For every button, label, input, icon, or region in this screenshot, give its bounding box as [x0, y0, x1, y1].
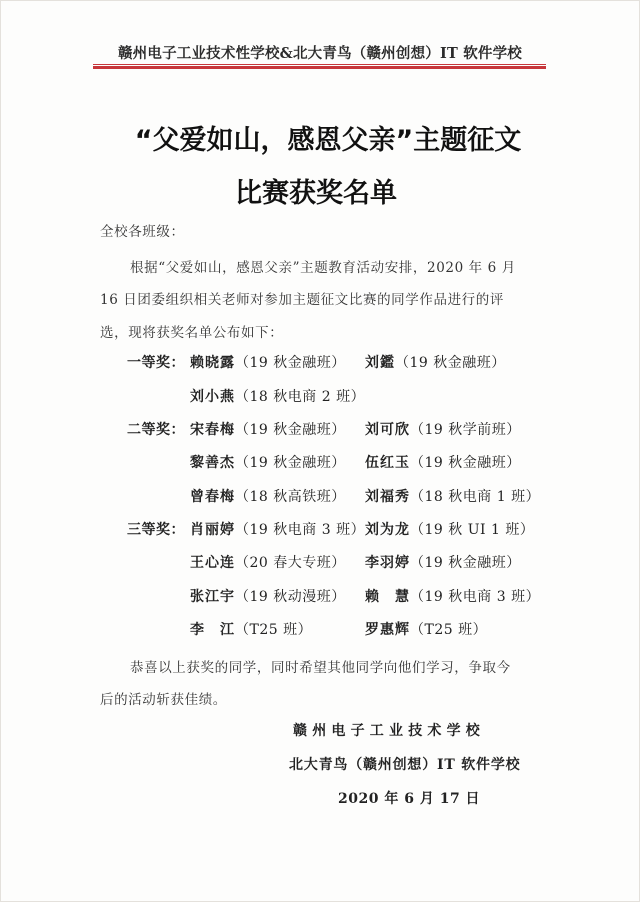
award-row	[0, 619, 640, 643]
winner-class: （18 秋高铁班）	[235, 489, 346, 505]
winner-name: 伍红玉	[365, 455, 410, 471]
winner-class: （T25 班）	[235, 622, 313, 638]
winner-name: 罗惠辉	[365, 622, 410, 638]
award-row	[0, 519, 640, 543]
winner-entry	[190, 552, 346, 572]
closing-line1: 恭喜以上获奖的同学，同时希望其他同学向他们学习，争取今	[130, 660, 511, 676]
winner-class: （19 秋金融班）	[410, 455, 521, 471]
winner-class: （19 秋动漫班）	[235, 589, 346, 605]
signature-org2: 北大青鸟（赣州创想）IT 软件学校	[289, 757, 521, 773]
award-row	[0, 419, 640, 443]
winner-name: 张江宇	[190, 589, 235, 605]
winner-name: 刘为龙	[365, 522, 410, 538]
winner-name: 肖丽婷	[190, 522, 235, 538]
winner-entry	[190, 519, 365, 539]
winner-name: 李羽婷	[365, 555, 410, 571]
document-title-line2: 比赛获奖名单	[235, 178, 397, 209]
award-row	[0, 552, 640, 576]
winner-entry	[190, 486, 346, 506]
signature-org1: 赣州电子工业技术学校	[293, 723, 485, 739]
winner-class: （19 秋金融班）	[410, 555, 521, 571]
winner-class: （18 秋电商 2 班）	[235, 389, 366, 405]
winner-class: （19 秋金融班）	[395, 355, 506, 371]
award-row	[0, 586, 640, 610]
winner-entry	[190, 452, 346, 472]
winner-class: （18 秋电商 1 班）	[410, 489, 541, 505]
winner-class: （19 秋电商 3 班）	[235, 522, 366, 538]
winner-entry	[365, 486, 540, 506]
header-rule-thick	[93, 66, 546, 69]
winner-name: 刘福秀	[365, 489, 410, 505]
body-paragraph-line2: 16 日团委组织相关老师对参加主题征文比赛的同学作品进行的评	[100, 292, 504, 308]
third-prize-label: 三等奖：	[127, 522, 185, 538]
winner-name: 刘可欣	[365, 422, 410, 438]
winner-entry	[365, 619, 487, 639]
winner-name: 宋春梅	[190, 422, 235, 438]
winner-class: （19 秋金融班）	[235, 355, 346, 371]
winner-class: （19 秋 UI 1 班）	[410, 522, 535, 538]
header-rule-thin	[93, 64, 546, 65]
winner-class: （19 秋电商 3 班）	[410, 589, 541, 605]
winner-name: 王心连	[190, 555, 235, 571]
winner-name: 刘鑑	[365, 355, 395, 371]
winner-entry	[365, 586, 540, 606]
winner-name: 曾春梅	[190, 489, 235, 505]
winner-class: （T25 班）	[410, 622, 488, 638]
winner-name: 黎善杰	[190, 455, 235, 471]
document-title-line1: “父爱如山，感恩父亲”主题征文	[134, 125, 522, 156]
winner-class: （19 秋学前班）	[410, 422, 521, 438]
closing-line2: 后的活动斩获佳绩。	[100, 692, 227, 708]
winner-entry	[190, 352, 346, 372]
school-header: 赣州电子工业技术性学校&北大青鸟（赣州创想）IT 软件学校	[117, 45, 522, 62]
winner-name: 赖晓露	[190, 355, 235, 371]
winner-name: 李 江	[190, 622, 235, 638]
winner-entry	[190, 386, 365, 406]
award-row	[0, 386, 640, 410]
winner-entry	[365, 519, 534, 539]
winner-name: 赖 慧	[365, 589, 410, 605]
award-row	[0, 352, 640, 376]
body-paragraph-line1: 根据“父爱如山，感恩父亲”主题教育活动安排，2020 年 6 月	[130, 260, 516, 276]
winner-entry	[365, 452, 521, 472]
winner-entry	[365, 552, 521, 572]
winner-class: （19 秋金融班）	[235, 455, 346, 471]
winner-entry	[190, 586, 346, 606]
winner-class: （20 春大专班）	[235, 555, 346, 571]
signature-date: 2020 年 6 月 17 日	[338, 791, 481, 807]
winner-name: 刘小燕	[190, 389, 235, 405]
first-prize-label: 一等奖：	[127, 355, 185, 371]
second-prize-label: 二等奖：	[127, 422, 185, 438]
award-row	[0, 486, 640, 510]
winner-entry	[365, 352, 506, 372]
award-row	[0, 452, 640, 476]
winner-entry	[365, 419, 521, 439]
winner-entry	[190, 619, 312, 639]
winner-class: （19 秋金融班）	[235, 422, 346, 438]
winner-entry	[190, 419, 346, 439]
greeting: 全校各班级：	[100, 224, 185, 240]
body-paragraph-line3: 选，现将获奖名单公布如下：	[100, 325, 284, 341]
